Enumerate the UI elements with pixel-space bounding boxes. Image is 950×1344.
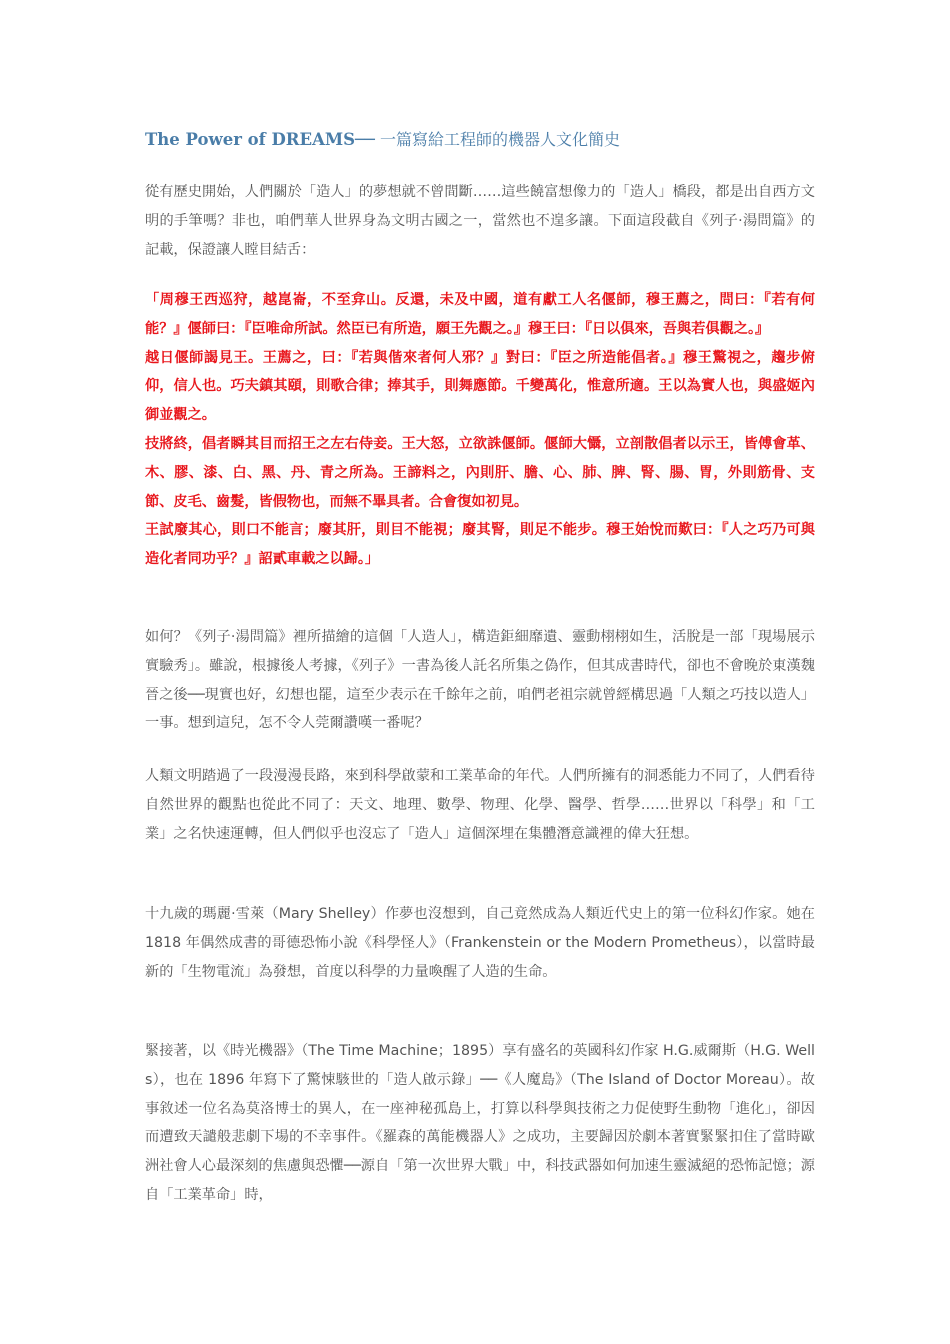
article-title [145, 128, 815, 152]
paragraph-intro: 從有歷史開始，人們關於「造人」的夢想就不曾間斷……這些饒富想像力的「造人」橋段，都是出自西方文明的手筆嗎？非也，咱們華人世界身為文明古國之一，當然也不遑多讓。下面這段截自《列子·湯問篇》的記載，保證讓人瞠目結舌： [145, 184, 815, 258]
liezi-quote [145, 286, 815, 574]
paragraph-liezi-commentary: 如何？《列子·湯問篇》裡所描繪的這個「人造人」，構造鉅細靡遺、靈動栩栩如生，活脫是一部「現場展示實驗秀」。雖說，根據後人考據，《列子》一書為後人託名所集之偽作，但其成書時代，卻也不會晚於東漢魏晉之後──現實也好，幻想也罷，這至少表示在千餘年之前，咱們老祖宗就曾經構思過「人類之巧技以造人」一事。想到這兒，怎不令人莞爾讚嘆一番呢？ [145, 629, 815, 732]
quote-paragraph: 越日偃師謁見王。王薦之，曰：『若與偕來者何人邪？』對曰：『臣之所造能倡者。』穆王驚視之，趨步俯仰，信人也。巧夫鎮其頤，則歌合律；捧其手，則舞應節。千變萬化，惟意所適。王以為實人也，與盛姬內御並觀之。 [145, 349, 815, 424]
article-title-en: The Power of DREAMS── [145, 130, 375, 149]
article-title-zh: 一篇寫給工程師的機器人文化簡史 [374, 130, 621, 149]
paragraph-industrial-era: 人類文明踏過了一段漫漫長路，來到科學啟蒙和工業革命的年代。人們所擁有的洞悉能力不同了，人們看待自然世界的觀點也從此不同了：天文、地理、數學、物理、化學、醫學、哲學……世界以「科學」和「工業」之名快速運轉，但人們似乎也沒忘了「造人」這個深埋在集體潛意識裡的偉大狂想。 [145, 768, 815, 842]
quote-paragraph: 「周穆王西巡狩，越崑崙，不至弇山。反還，未及中國，道有獻工人名偃師，穆王薦之，問曰：『若有何能？』偃師曰：『臣唯命所試。然臣已有所造，願王先觀之。』穆王曰：『日以俱來，吾與若俱觀之。』 [145, 292, 815, 337]
quote-paragraph: 王試廢其心，則口不能言；廢其肝，則目不能視；廢其腎，則足不能步。穆王始悅而歎曰：『人之巧乃可與造化者同功乎？』詔貳車載之以歸。」 [145, 522, 815, 568]
quote-paragraph: 技將終，倡者瞬其目而招王之左右侍妾。王大怒，立欲誅偃師。偃師大懾，立剖散倡者以示王，皆傅會革、木、膠、漆、白、黑、丹、青之所為。王諦料之，內則肝、膽、心、肺、脾、腎、腸、胃，外則筋骨、支節、皮毛、齒髮，皆假物也，而無不畢具者。合會復如初見。 [145, 435, 815, 510]
paragraph-hg-wells: 緊接著，以《時光機器》（The Time Machine；1895）享有盛名的英國科幻作家 H.G.威爾斯（H.G. Wells），也在 1896 年寫下了驚悚駭世的「造人啟示錄」──《人魔島》（The Island of Doctor Moreau）。故事敘述一位名為莫洛博士的異人，在一座神秘孤島上，打算以科學與技術之力促使野生動物「進化」，卻因而遭致天譴般悲劇下場的不幸事件。《羅森的萬能機器人》之成功，主要歸因於劇本著實緊緊扣住了當時歐洲社會人心最深刻的焦慮與恐懼──源自「第一次世界大戰」中，科技武器如何加速生靈滅絕的恐怖記憶；源自「工業革命」時， [145, 1043, 815, 1203]
paragraph-mary-shelley: 十九歲的瑪麗·雪萊（Mary Shelley）作夢也沒想到，自己竟然成為人類近代史上的第一位科幻作家。她在 1818 年偶然成書的哥德恐怖小說《科學怪人》（Frankenstein or the Modern Prometheus），以當時最新的「生物電流」為發想，首度以科學的力量喚醒了人造的生命。 [145, 906, 815, 980]
